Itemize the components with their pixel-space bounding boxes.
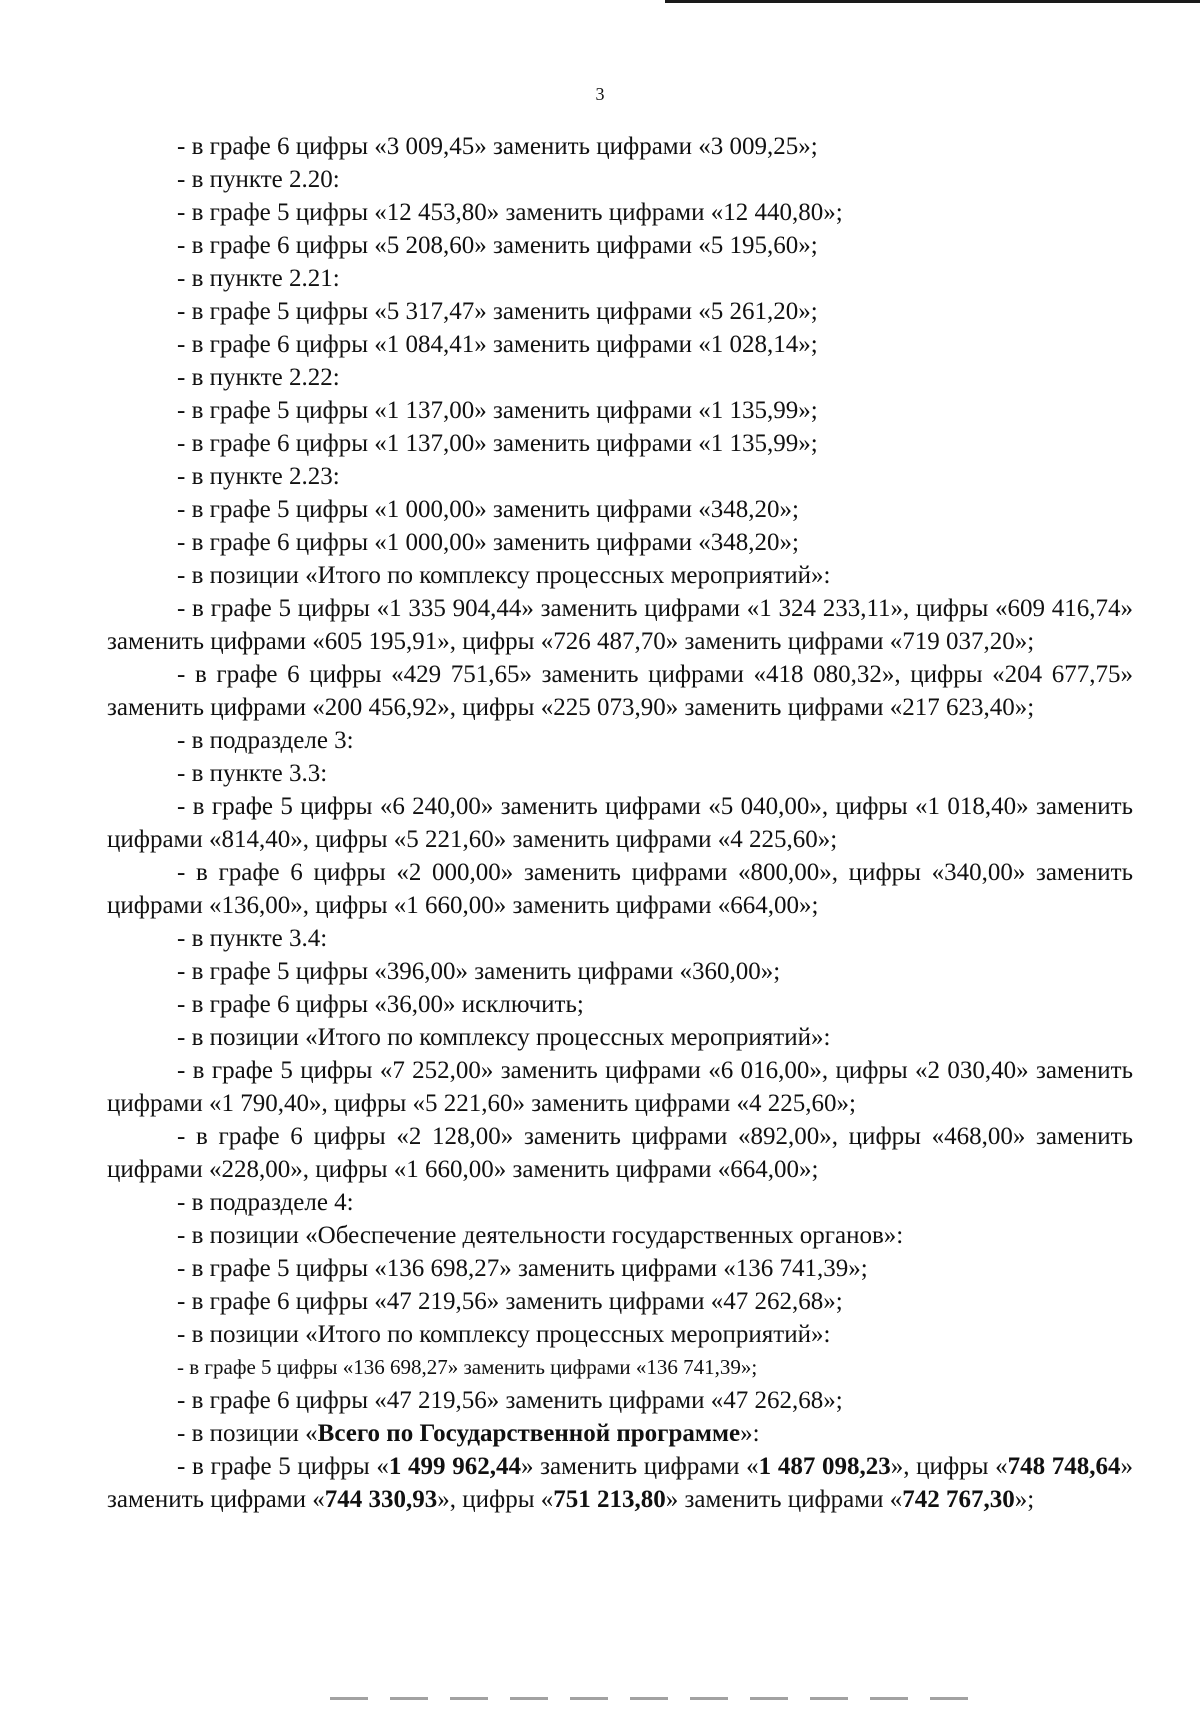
text-line: - в графе 5 цифры «1 000,00» заменить цифрами «348,20»; [177, 496, 799, 523]
text-line: - в пункте 2.20: [177, 166, 340, 193]
text-line: - в графе 6 цифры «1 084,41» заменить цифрами «1 028,14»; [177, 331, 818, 358]
text-line: - в пункте 3.4: [177, 925, 328, 952]
text-span: » заменить цифрами « [107, 1453, 1134, 1513]
text-line: - в позиции «Итого по комплексу процессных мероприятий»: [177, 562, 831, 589]
text-line: - в графе 6 цифры «47 219,56» заменить цифрами «47 262,68»; [177, 1387, 843, 1414]
bold-number: 744 330,93 [324, 1486, 438, 1513]
text-line: - в графе 5 цифры «12 453,80» заменить цифрами «12 440,80»; [177, 199, 843, 226]
text-span: », цифры « [437, 1486, 554, 1513]
bold-number: 1 487 098,23 [758, 1453, 891, 1480]
text-line: - в позиции «Обеспечение деятельности государственных органов»: [177, 1222, 904, 1249]
text-paragraph: - в графе 6 цифры «2 000,00» заменить цифрами «800,00», цифры «340,00» заменить цифрами «136,00», цифры «1 660,00» заменить цифрами «664,00»; [107, 859, 1133, 919]
document-body [107, 130, 1133, 1516]
text-line: - в пункте 2.21: [177, 265, 340, 292]
text-span: - в позиции « [177, 1420, 318, 1447]
text-line: - в подразделе 3: [177, 727, 354, 754]
text-line: - в графе 5 цифры «136 698,27» заменить цифрами «136 741,39»; [177, 1355, 758, 1379]
text-line: - в графе 6 цифры «3 009,45» заменить цифрами «3 009,25»; [177, 133, 818, 160]
final-paragraph [107, 1450, 1133, 1516]
page-number: 3 [595, 84, 605, 104]
text-line: - в пункте 3.3: [177, 760, 328, 787]
bold-number: 1 499 962,44 [388, 1453, 521, 1480]
text-span: » заменить цифрами « [665, 1486, 903, 1513]
text-line: - в пункте 2.22: [177, 364, 340, 391]
text-paragraph: - в графе 5 цифры «6 240,00» заменить цифрами «5 040,00», цифры «1 018,40» заменить цифрами «814,40», цифры «5 221,60» заменить цифрами «4 225,60»; [107, 793, 1133, 853]
final-heading-line [107, 1417, 1133, 1450]
text-line: - в позиции «Итого по комплексу процессных мероприятий»: [177, 1321, 831, 1348]
text-paragraph: - в графе 6 цифры «429 751,65» заменить цифрами «418 080,32», цифры «204 677,75» заменить цифрами «200 456,92», цифры «225 073,90» заменить цифрами «217 623,40»; [107, 661, 1133, 721]
text-span: », цифры « [890, 1453, 1008, 1480]
bold-text: Всего по Государственной программе [317, 1420, 741, 1447]
bold-number: 748 748,64 [1007, 1453, 1121, 1480]
text-line: - в графе 6 цифры «47 219,56» заменить цифрами «47 262,68»; [177, 1288, 843, 1315]
text-line: - в позиции «Итого по комплексу процессных мероприятий»: [177, 1024, 831, 1051]
text-span: » заменить цифрами « [520, 1453, 759, 1480]
text-line: - в графе 6 цифры «36,00» исключить; [177, 991, 584, 1018]
text-line: - в графе 6 цифры «1 000,00» заменить цифрами «348,20»; [177, 529, 799, 556]
text-span: »: [740, 1420, 760, 1447]
text-span: »; [1014, 1486, 1035, 1513]
text-line: - в графе 5 цифры «136 698,27» заменить цифрами «136 741,39»; [177, 1255, 868, 1282]
top-border-line [665, 0, 1200, 3]
text-line: - в графе 5 цифры «396,00» заменить цифрами «360,00»; [177, 958, 781, 985]
scan-artifact-line [330, 1697, 980, 1700]
text-line: - в графе 6 цифры «1 137,00» заменить цифрами «1 135,99»; [177, 430, 818, 457]
bold-number: 742 767,30 [902, 1486, 1015, 1513]
text-line: - в графе 6 цифры «5 208,60» заменить цифрами «5 195,60»; [177, 232, 818, 259]
text-line: - в пункте 2.23: [177, 463, 340, 490]
text-line: - в графе 5 цифры «5 317,47» заменить цифрами «5 261,20»; [177, 298, 818, 325]
text-paragraph: - в графе 5 цифры «7 252,00» заменить цифрами «6 016,00», цифры «2 030,40» заменить цифрами «1 790,40», цифры «5 221,60» заменить цифрами «4 225,60»; [107, 1057, 1133, 1117]
text-line: - в графе 5 цифры «1 137,00» заменить цифрами «1 135,99»; [177, 397, 818, 424]
text-span: - в графе 5 цифры « [177, 1453, 389, 1480]
bold-number: 751 213,80 [553, 1486, 666, 1513]
text-paragraph: - в графе 5 цифры «1 335 904,44» заменить цифрами «1 324 233,11», цифры «609 416,74» заменить цифрами «605 195,91», цифры «726 487,70» заменить цифрами «719 037,20»; [107, 595, 1133, 655]
text-paragraph: - в графе 6 цифры «2 128,00» заменить цифрами «892,00», цифры «468,00» заменить цифрами «228,00», цифры «1 660,00» заменить цифрами «664,00»; [107, 1123, 1133, 1183]
text-line: - в подразделе 4: [177, 1189, 354, 1216]
